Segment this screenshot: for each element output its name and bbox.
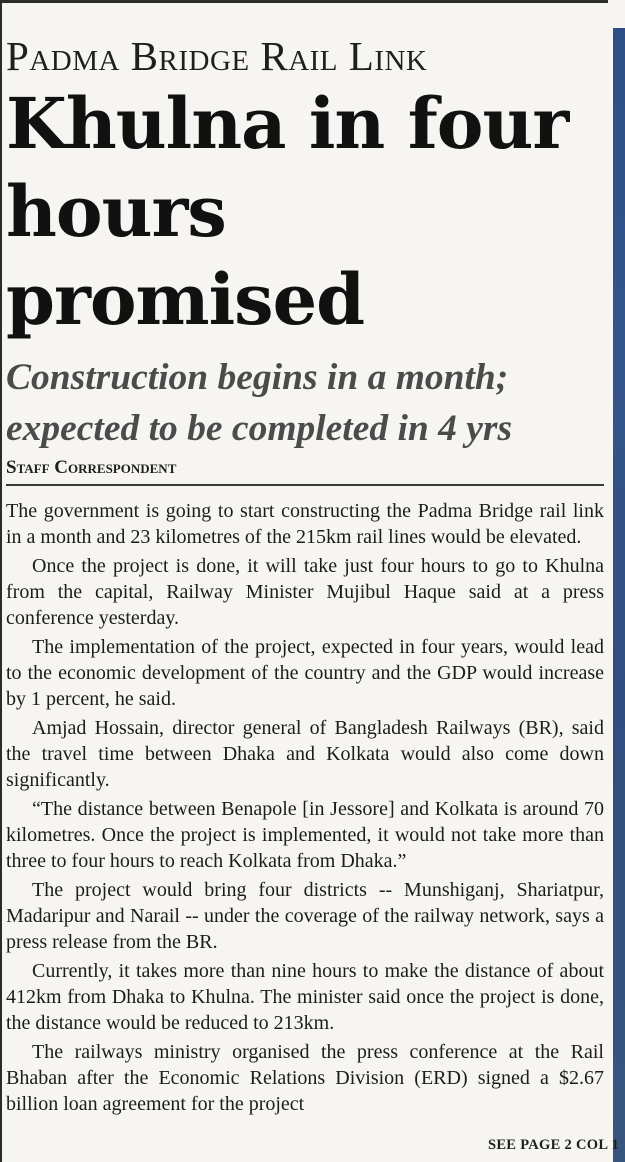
subhead-line-1: Construction begins in a month; [6,357,509,398]
byline: Staff Correspondent [6,456,604,486]
top-rule [0,0,608,3]
subhead [6,352,604,454]
article-body [6,498,604,1117]
subhead-line-2: expected to be completed in 4 yrs [6,408,513,449]
paragraph: The project would bring four districts -- Munshiganj, Shariatpur, Madaripur and Narail -- under the coverage of the railway network, says a press release from the BR. [6,879,604,953]
paragraph: Once the project is done, it will take just four hours to go to Khulna from the capital, Railway Minister Mujibul Haque said at a press conference yesterday. [6,555,604,629]
continuation-link[interactable]: SEE PAGE 2 COL 1 [487,1137,619,1153]
left-rule [0,0,2,1162]
paragraph: “The distance between Benapole [in Jessore] and Kolkata is around 70 kilometres. Once the project is implemented, it would not take more than three to four hours to reach Kolkata from Dhaka.” [6,798,604,872]
headline: Khulna in four hours promised [6,82,569,341]
paragraph: Amjad Hossain, director general of Bangladesh Railways (BR), said the travel time between Dhaka and Kolkata would also come down significantly. [6,717,604,791]
paragraph: The railways ministry organised the press conference at the Rail Bhaban after the Economic Relations Division (ERD) signed a $2.67 billion loan agreement for the project [6,1041,604,1115]
adjacent-column-strip [613,28,625,1162]
article [6,24,604,1120]
paragraph: The implementation of the project, expected in four years, would lead to the economic development of the country and the GDP would increase by 1 percent, he said. [6,636,604,710]
paragraph: The government is going to start constructing the Padma Bridge rail link in a month and 23 kilometres of the 215km rail lines would be elevated. [6,500,604,548]
kicker: Padma Bridge Rail Link [6,33,428,79]
paragraph: Currently, it takes more than nine hours to make the distance of about 412km from Dhaka to Khulna. The minister said once the project is done, the distance would be reduced to 213km. [6,960,604,1034]
